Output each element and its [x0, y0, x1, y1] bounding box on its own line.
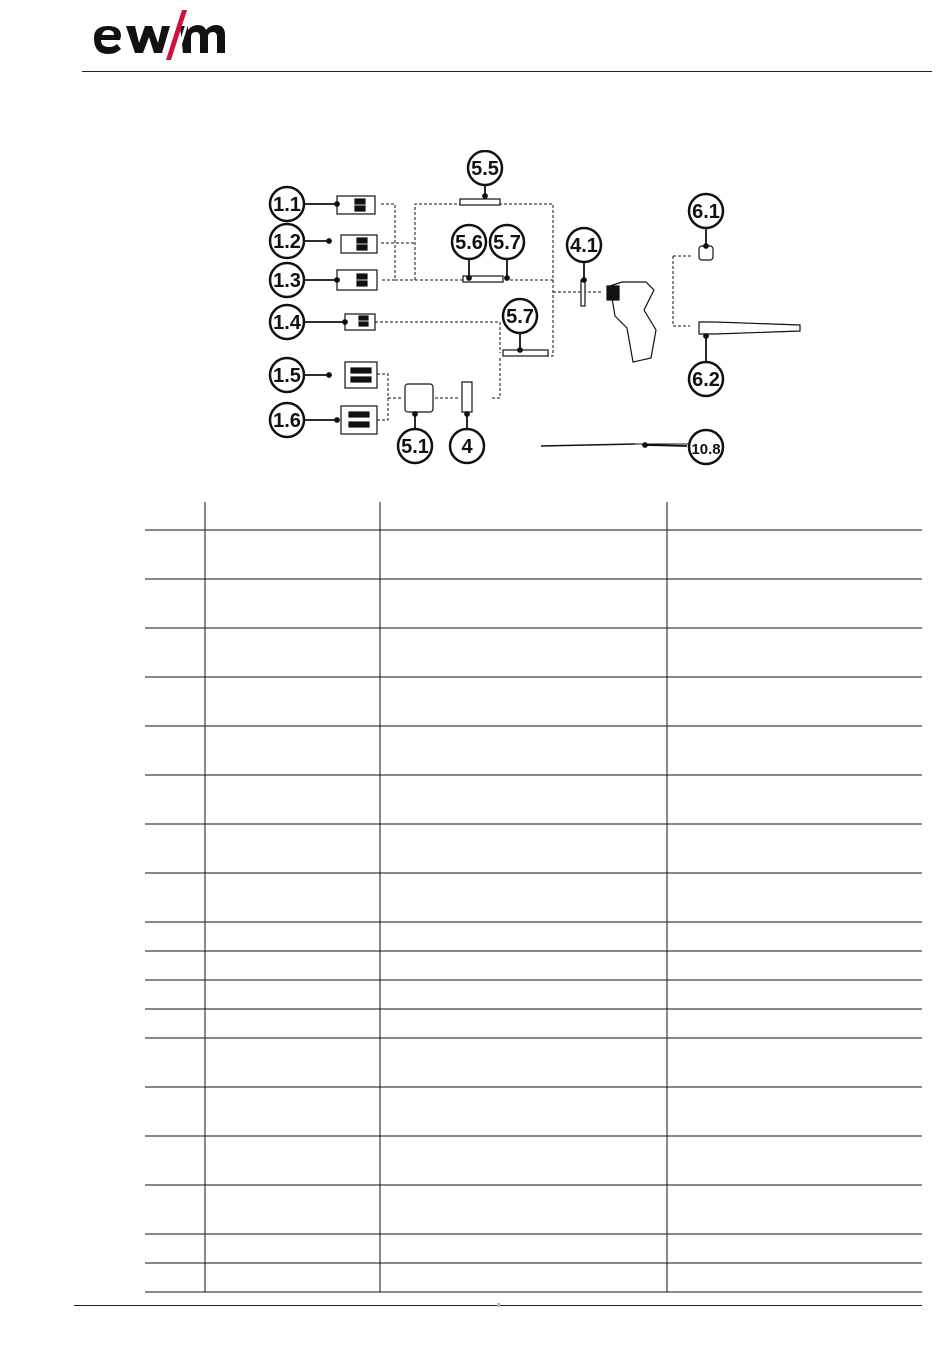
- collet-5-5: [460, 199, 500, 205]
- footer-mark: [497, 1303, 500, 1307]
- parts-table: [145, 502, 922, 1294]
- nozzle-5-1: [405, 384, 433, 412]
- callout-1-6: [270, 403, 304, 437]
- callout-5-7: [503, 299, 537, 333]
- callout-4: [450, 429, 484, 463]
- callout-label: 1.2: [273, 231, 301, 253]
- callout-1-5: [270, 358, 304, 392]
- tungsten-electrode: [541, 444, 635, 446]
- callout-label: 1.3: [273, 270, 301, 292]
- back-cap-6-2: [699, 322, 800, 334]
- callout-label: 1.5: [273, 365, 301, 387]
- parts-diagram: [255, 150, 815, 470]
- callout-label: 10.8: [691, 441, 721, 458]
- callout-label: 5.5: [471, 158, 499, 180]
- callout-6-2: [689, 362, 723, 396]
- callout-label: 5.1: [401, 436, 429, 458]
- callout-label: 4.1: [570, 235, 598, 257]
- callout-label: 4: [461, 436, 473, 458]
- callout-label: 1.6: [273, 410, 301, 432]
- callout-1-3: [270, 263, 304, 297]
- insulator-4-1: [581, 280, 585, 306]
- part-shapes: [337, 196, 800, 446]
- callout-10-8: [689, 430, 723, 464]
- gas-lens-1-6: [341, 406, 377, 434]
- callout-label: 5.7: [493, 232, 521, 254]
- callout-label: 1.1: [273, 194, 301, 216]
- callout-1-4: [270, 305, 304, 339]
- insulator-4: [462, 382, 472, 412]
- callout-6-1: [689, 194, 723, 228]
- callout-4-1: [567, 228, 601, 262]
- header-divider: [82, 71, 932, 72]
- callout-1-2: [270, 224, 304, 258]
- callout-label: 6.1: [692, 201, 720, 223]
- callout-label: 5.7: [506, 306, 534, 328]
- gas-lens-1-5: [345, 362, 377, 388]
- callout-label: 1.4: [273, 312, 301, 334]
- callout-5-5: [468, 151, 502, 185]
- brand-logo: [88, 8, 228, 66]
- callout-5-7: [490, 225, 524, 259]
- callout-5-1: [398, 429, 432, 463]
- collet-5-7: [503, 350, 548, 356]
- callout-1-1: [270, 187, 304, 221]
- callout-5-6: [452, 225, 486, 259]
- callout-label: 5.6: [455, 232, 483, 254]
- collet-body-1-3: [337, 270, 377, 290]
- callout-label: 6.2: [692, 369, 720, 391]
